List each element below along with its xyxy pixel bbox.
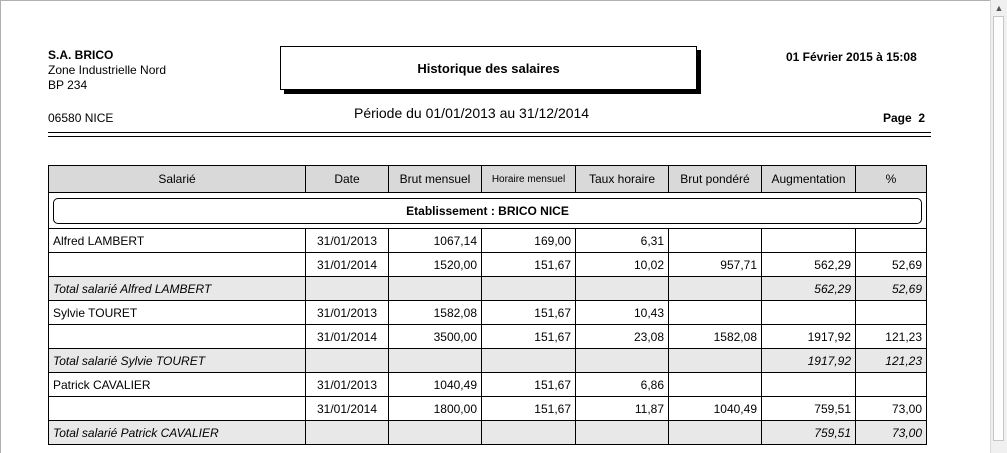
table-cell: Total salarié Alfred LAMBERT [49, 277, 306, 301]
company-name: S.A. BRICO [48, 48, 114, 62]
table-cell: 31/01/2013 [306, 373, 389, 397]
table-cell: 1520,00 [389, 253, 482, 277]
table-cell: 151,67 [482, 301, 576, 325]
postal-city: 06580 NICE [48, 111, 114, 125]
table-cell: 52,69 [856, 277, 927, 301]
table-cell [669, 229, 762, 253]
table-header-row [49, 166, 927, 193]
table-cell [306, 421, 389, 445]
col-header-gross-monthly: Brut mensuel [389, 166, 482, 193]
table-cell [762, 301, 856, 325]
col-header-hourly-rate: Taux horaire [576, 166, 669, 193]
table-cell [306, 349, 389, 373]
table-cell [856, 229, 927, 253]
table-cell: 6,31 [576, 229, 669, 253]
table-cell [856, 373, 927, 397]
table-cell: 10,43 [576, 301, 669, 325]
table-cell [669, 277, 762, 301]
table-cell: 1067,14 [389, 229, 482, 253]
table-cell: 3500,00 [389, 325, 482, 349]
table-cell: 151,67 [482, 253, 576, 277]
table-cell: 31/01/2014 [306, 397, 389, 421]
table-cell [49, 253, 306, 277]
address-line-1: Zone Industrielle Nord [48, 63, 167, 77]
col-header-employee: Salarié [49, 166, 306, 193]
table-row [49, 301, 927, 325]
table-cell [306, 277, 389, 301]
col-header-percent: % [856, 166, 927, 193]
table-cell: 1917,92 [762, 325, 856, 349]
table-cell: 151,67 [482, 325, 576, 349]
table-cell [389, 421, 482, 445]
establishment-row [49, 193, 927, 229]
table-cell [669, 373, 762, 397]
table-cell: Alfred LAMBERT [49, 229, 306, 253]
table-cell: 11,87 [576, 397, 669, 421]
col-header-increase: Augmentation [762, 166, 856, 193]
table-cell: 1800,00 [389, 397, 482, 421]
table-cell: 52,69 [856, 253, 927, 277]
table-cell: 121,23 [856, 349, 927, 373]
table-cell [49, 325, 306, 349]
report-title: Historique des salaires [280, 46, 697, 90]
table-cell: 31/01/2013 [306, 229, 389, 253]
table-cell [762, 373, 856, 397]
table-cell: 1582,08 [389, 301, 482, 325]
address-line-2: BP 234 [48, 78, 88, 92]
table-cell [669, 421, 762, 445]
vertical-scrollbar[interactable] [990, 0, 1007, 453]
table-cell: 759,51 [762, 421, 856, 445]
table-cell: 562,29 [762, 277, 856, 301]
col-header-monthly-hours: Horaire mensuel [482, 166, 576, 193]
table-cell [669, 301, 762, 325]
table-row [49, 229, 927, 253]
table-cell [482, 349, 576, 373]
table-cell [856, 301, 927, 325]
table-cell: 10,02 [576, 253, 669, 277]
table-cell: 169,00 [482, 229, 576, 253]
table-cell [576, 349, 669, 373]
table-cell: Total salarié Sylvie TOURET [49, 349, 306, 373]
table-row [49, 397, 927, 421]
employee-total-row [49, 349, 927, 373]
table-row [49, 325, 927, 349]
table-cell [389, 277, 482, 301]
scrollbar-thumb[interactable] [993, 16, 1004, 441]
table-cell [762, 229, 856, 253]
salary-table [48, 165, 927, 445]
table-cell: 31/01/2014 [306, 325, 389, 349]
table-cell [482, 421, 576, 445]
col-header-date: Date [306, 166, 389, 193]
table-cell: 6,86 [576, 373, 669, 397]
establishment-label: Etablissement : BRICO NICE [53, 198, 922, 224]
col-header-weighted-gross: Brut pondéré [669, 166, 762, 193]
table-cell: 151,67 [482, 373, 576, 397]
table-cell [49, 397, 306, 421]
table-cell: 31/01/2013 [306, 301, 389, 325]
table-cell: 1917,92 [762, 349, 856, 373]
table-cell [389, 349, 482, 373]
table-cell: 151,67 [482, 397, 576, 421]
table-row [49, 373, 927, 397]
page-number: Page 2 [883, 111, 926, 125]
table-cell [482, 277, 576, 301]
table-cell [669, 349, 762, 373]
table-cell: 73,00 [856, 397, 927, 421]
table-cell: 121,23 [856, 325, 927, 349]
company-block [48, 48, 166, 93]
employee-total-row [49, 277, 927, 301]
table-cell: 759,51 [762, 397, 856, 421]
table-cell: 1040,49 [669, 397, 762, 421]
table-row [49, 253, 927, 277]
header-divider-double [48, 136, 931, 137]
table-cell: 23,08 [576, 325, 669, 349]
table-cell: Sylvie TOURET [49, 301, 306, 325]
table-cell: 1582,08 [669, 325, 762, 349]
table-cell: 31/01/2014 [306, 253, 389, 277]
scroll-up-arrow-icon[interactable]: ▲ [994, 3, 1004, 13]
table-cell: 562,29 [762, 253, 856, 277]
print-datetime: 01 Février 2015 à 15:08 [786, 50, 917, 64]
table-cell [576, 277, 669, 301]
table-cell: 1040,49 [389, 373, 482, 397]
table-cell: 957,71 [669, 253, 762, 277]
table-cell: Patrick CAVALIER [49, 373, 306, 397]
table-cell: 73,00 [856, 421, 927, 445]
employee-total-row [49, 421, 927, 445]
report-period: Période du 01/01/2013 au 31/12/2014 [354, 105, 590, 121]
header-divider [48, 132, 931, 133]
table-cell: Total salarié Patrick CAVALIER [49, 421, 306, 445]
table-cell [576, 421, 669, 445]
